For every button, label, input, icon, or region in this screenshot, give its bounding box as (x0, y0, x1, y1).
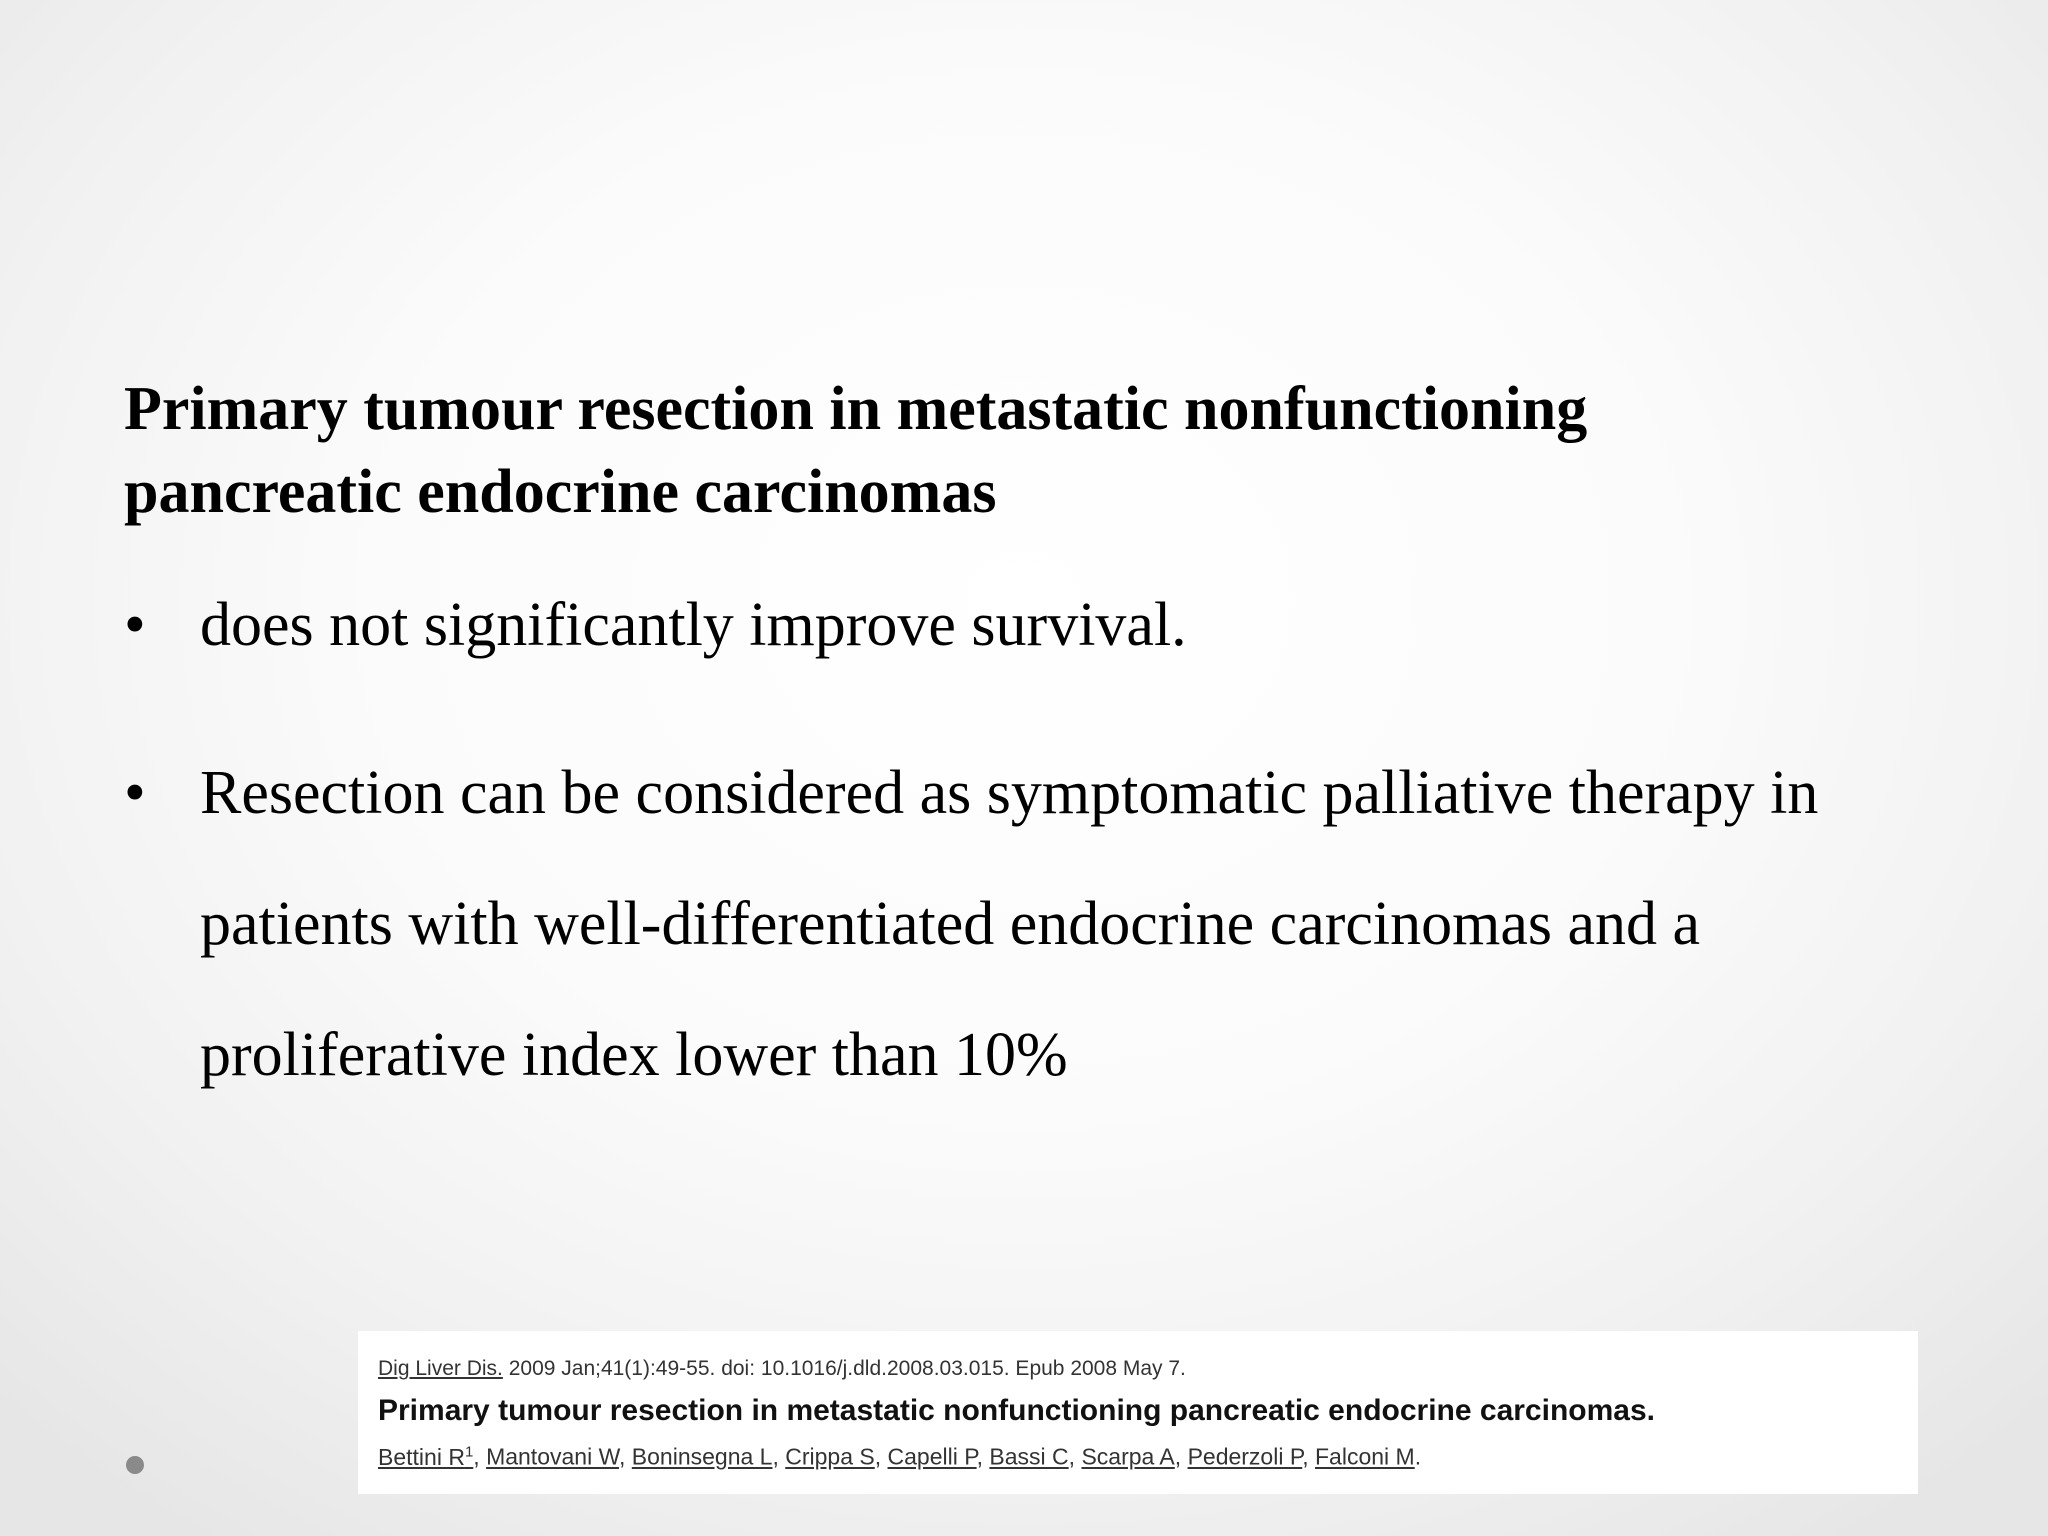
author-link[interactable]: Bettini $R^1$ (378, 1443, 474, 1470)
slide-title-line-1: Primary tumour resection in metastatic nonfunctioning (124, 375, 1588, 443)
author-link[interactable]: Boninsegna L (631, 1443, 773, 1470)
author-separator: , (1302, 1443, 1315, 1470)
author-separator: , (772, 1443, 786, 1470)
author-link[interactable]: Bassi C (989, 1443, 1069, 1470)
author-separator: . (1414, 1443, 1422, 1470)
author-separator: , (1068, 1443, 1082, 1470)
bullet-icon: • (124, 759, 146, 827)
author-link[interactable]: Mantovani W (486, 1443, 620, 1470)
citation-journal-link[interactable]: Dig Liver Dis. (378, 1357, 503, 1380)
citation-source (378, 1354, 1918, 1384)
bullet-item (124, 728, 1974, 1121)
author-separator: , (874, 1443, 888, 1470)
author-link[interactable]: Crippa S (785, 1443, 875, 1470)
author-separator: , (1174, 1443, 1188, 1470)
author-link[interactable]: Pederzoli P (1187, 1443, 1303, 1470)
slide-title-line-2: pancreatic endocrine carcinomas (124, 458, 997, 526)
bullet-text: does not significantly improve survival. (200, 591, 1187, 659)
bullet-text: Resection can be considered as symptomatic palliative therapy in patients with well-differentiated endocrine carcinomas and a proliferative index lower than 10% (200, 759, 1819, 1089)
citation-image (358, 1331, 1918, 1494)
bullet-item (124, 580, 1974, 670)
author-separator: , (976, 1443, 990, 1470)
bullet-list (124, 580, 1974, 1121)
citation-details: 2009 Jan;41(1):49-55. doi: 10.1016/j.dld.2008.03.015. Epub 2008 May 7. (502, 1357, 1186, 1380)
author-affiliation[interactable]: 1 (464, 1443, 474, 1460)
author-link[interactable]: Scarpa A (1081, 1443, 1175, 1470)
citation-authors (378, 1434, 1918, 1475)
author-separator: , (473, 1443, 487, 1470)
bullet-icon: • (124, 591, 146, 659)
author-link[interactable]: Falconi M (1315, 1443, 1415, 1470)
author-link[interactable]: Capelli P (887, 1443, 977, 1470)
author-separator: , (619, 1443, 632, 1470)
citation-title: Primary tumour resection in metastatic nonfunctioning pancreatic endocrine carcinomas. (378, 1394, 1655, 1427)
slide-title (124, 368, 1824, 534)
slide-nav-dot-icon[interactable] (126, 1456, 144, 1474)
